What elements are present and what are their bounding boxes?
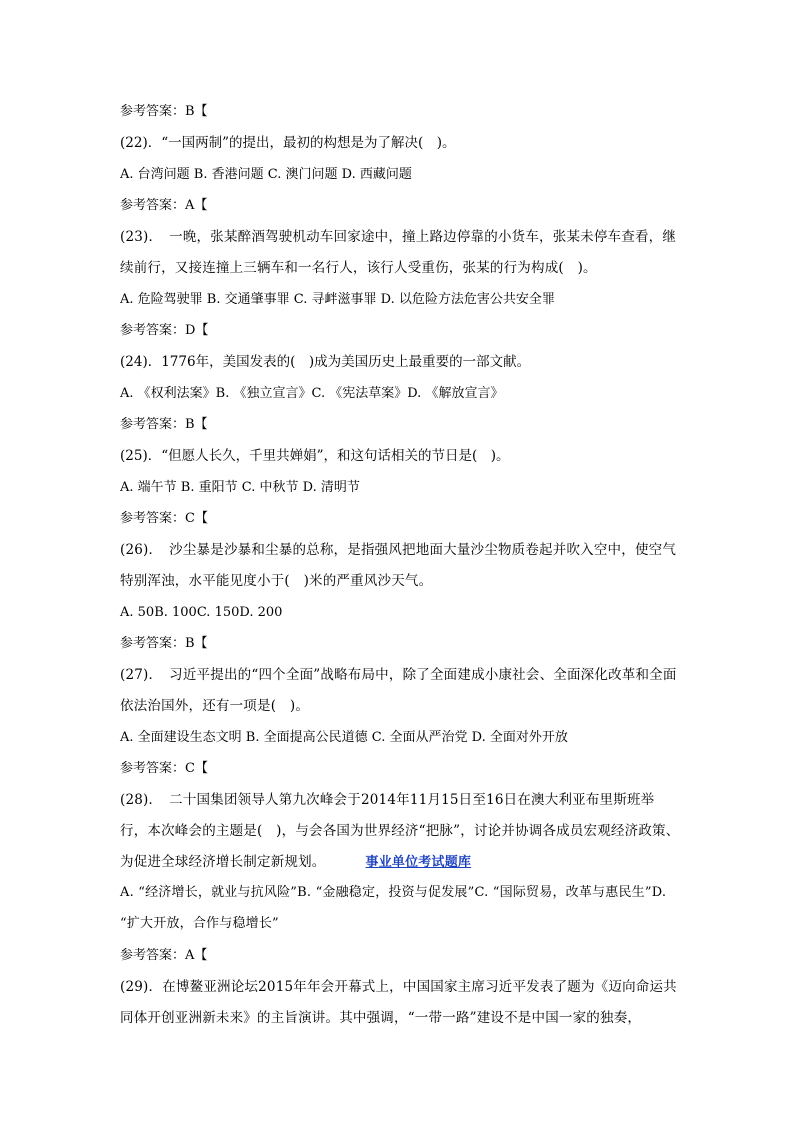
answer-line: 参考答案：C【: [120, 511, 208, 526]
options-25: A. 端午节 B. 重阳节 C. 中秋节 D. 清明节: [120, 480, 360, 495]
question-28-text: (28)． 二十国集团领导人第九次峰会于2014年11月15日至16日在澳大利亚布里斯班举行，本次峰会的主题是( )，与会各国为世界经济“把脉”，讨论并协调各成员宏观经济政策、为促进全球经济增长制定新规划。: [120, 792, 680, 870]
question-22: (22)．“一国两制”的提出，最初的构想是为了解决( )。: [120, 135, 456, 151]
answer-line: 参考答案：B【: [120, 104, 208, 119]
question-26: (26)． 沙尘暴是沙暴和尘暴的总称，是指强风把地面大量沙尘物质卷起并吹入空中，使空气特别浑浊，水平能见度小于( )米的严重风沙天气。: [120, 542, 677, 589]
question-24: (24)．1776年，美国发表的( )成为美国历史上最重要的一部文献。: [120, 354, 531, 370]
question-29: (29)．在博鳌亚洲论坛2015年年会开幕式上，中国国家主席习近平发表了题为《迈向命运共同体开创亚洲新未来》的主旨演讲。其中强调，“一带一路”建设不是中国一家的独奏，: [120, 979, 677, 1026]
answer-line: 参考答案：B【: [120, 417, 208, 432]
answer-line: 参考答案：A【: [120, 198, 208, 213]
answer-line: 参考答案：B【: [120, 636, 208, 651]
answer-line: 参考答案：A【: [120, 948, 208, 963]
answer-line: 参考答案：D【: [120, 323, 209, 338]
answer-line: 参考答案：C【: [120, 761, 208, 776]
options-23: A. 危险驾驶罪 B. 交通肇事罪 C. 寻衅滋事罪 D. 以危险方法危害公共安全罪: [120, 292, 555, 307]
question-27: (27)． 习近平提出的“四个全面”战略布局中，除了全面建成小康社会、全面深化改革和全面依法治国外，还有一项是( )。: [120, 667, 677, 714]
options-22: A. 台湾问题 B. 香港问题 C. 澳门问题 D. 西藏问题: [120, 167, 412, 182]
question-23: (23)． 一晚，张某醉酒驾驶机动车回家途中，撞上路边停靠的小货车，张某未停车查看，继续前行，又接连撞上三辆车和一名行人，该行人受重伤，张某的行为构成( )。: [120, 229, 677, 276]
question-25: (25)．“但愿人长久，千里共婵娟”，和这句话相关的节日是( )。: [120, 448, 510, 464]
options-27: A. 全面建设生态文明 B. 全面提高公民道德 C. 全面从严治党 D. 全面对外开放: [120, 730, 568, 745]
question-28: [120, 785, 680, 878]
options-24: A. 《权利法案》B. 《独立宣言》C. 《宪法草案》D. 《解放宣言》: [120, 386, 504, 401]
options-28: A. “经济增长，就业与抗风险”B. “金融稳定，投资与促发展”C. “国际贸易，改革与惠民生”D. “扩大开放，合作与稳增长”: [120, 885, 667, 931]
options-26: A. 50B. 100C. 150D. 200: [120, 605, 283, 620]
exam-bank-link[interactable]: 事业单位考试题库: [365, 855, 472, 870]
